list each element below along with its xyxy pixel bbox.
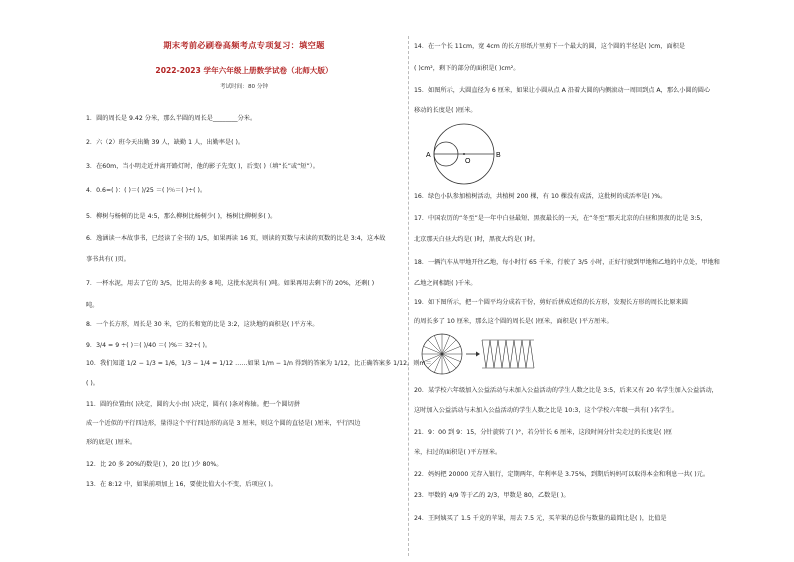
question-7-line-2	[86, 301, 402, 310]
question-text: 8．一个长方形，周长是 30 米，它的长和宽的比是 3:2，这块地的面积是( )平方米。	[86, 321, 319, 328]
question-11	[86, 400, 402, 409]
question-text: 3．在60m，当小明走近并离开路灯时，他的影子先变( )，后变( )（填“长”或“短”）。	[86, 163, 319, 170]
label-a: A	[426, 152, 431, 159]
question-8	[86, 320, 402, 329]
question-14-line-2	[414, 64, 734, 73]
question-20	[414, 386, 734, 395]
question-16	[414, 192, 734, 201]
question-19-line-2	[414, 317, 734, 326]
question-text: 12．比 20 多 20%的数是( )，20 比( )少 80%。	[86, 461, 223, 468]
question-10-line-2	[86, 379, 402, 388]
question-24	[414, 514, 734, 523]
question-text: 14．在一个长 11cm，宽 4cm 的长方形纸片里剪下一个最大的圆，这个圆的半径是( )cm，面积是	[414, 43, 686, 50]
question-1	[86, 114, 402, 123]
column-divider	[408, 36, 409, 556]
question-18-line-2	[414, 279, 734, 288]
question-10	[86, 359, 432, 368]
question-9	[86, 341, 402, 350]
question-6	[86, 234, 402, 243]
question-text: 22．妈妈把 20000 元存入银行，定期两年，年利率是 3.75%，到期后妈妈可以取得本金和利息一共( )元。	[414, 471, 710, 478]
question-text: 6．逸涵读一本故事书，已经读了全书的 1/5，如果再读 16 页，则读的页数与未读的页数的比是 3:4，这本故	[86, 235, 386, 242]
question-text: 成一个近似的平行四边形，量得这个平行四边形的高是 3 厘米，则这个圆的直径是( )厘米，平行四边	[86, 420, 361, 427]
question-23	[414, 491, 734, 500]
center-point	[463, 153, 465, 155]
zigzag-rectangle	[482, 340, 534, 368]
question-11-line-3	[86, 438, 402, 447]
page-subtitle: 2022-2023 学年六年级上册数学试卷（北师大版）	[155, 66, 333, 75]
question-text: 20．某学校六年级加入公益活动与未加入公益活动的学生人数之比是 3:5，后来又有 20 名学生加入公益活动，	[414, 387, 718, 394]
exam-time: 考试时间：80 分钟	[219, 84, 269, 90]
question-text: 移动的长度是( )厘米。	[414, 107, 477, 114]
question-text: 5．柳树与杨树的比是 4:5，那么柳树比杨树少( )，杨树比柳树多( )。	[86, 213, 277, 220]
question-text: 21．9：00 到 9：15，分针旋转了( )°，若分针长 6 厘米，这段时间分针尖走过的长度是( )厘	[414, 429, 672, 436]
page-title: 期末考前必刷卷高频考点专项复习：填空题	[163, 40, 325, 50]
question-20-line-2	[414, 406, 734, 415]
question-text: 13．在 8:12 中，如果前项加上 16，要使比值大小不变，后项应( )。	[86, 481, 277, 488]
question-text: 18．一辆汽车从甲地开往乙地，每小时行 65 千米，行驶了 3/5 小时，正好行驶到甲地和乙地的中点处，甲地和	[414, 259, 720, 266]
question-text: 9．3/4 = 9 ÷( )＝( )/40 ＝( )%＝ 32÷( )。	[86, 342, 212, 349]
question-6-line-2	[86, 255, 402, 264]
question-text: 的周长多了 10 厘米，那么这个圆的周长是( )厘米，面积是( )平方厘米。	[414, 318, 613, 325]
question-text: 北京那天白昼大约是( )时，黑夜大约是( )时。	[414, 236, 539, 243]
question-17-line-2	[414, 235, 734, 244]
question-15-line-2	[414, 106, 734, 115]
question-text: ( )cm²，剩下的部分的面积是( )cm²。	[414, 65, 520, 72]
question-text: 米，扫过的面积是( )平方厘米。	[414, 449, 502, 456]
question-text: 10．我们知道 1/2 − 1/3 = 1/6，1/3 − 1/4 = 1/12 ……如果 1/m − 1/n 得到的答案为 1/12，比正确答案多 1/12，则m＝	[86, 360, 432, 367]
question-text: 事书共有( )页。	[86, 256, 130, 263]
question-text: ( )。	[86, 380, 99, 387]
question-14	[414, 42, 734, 51]
question-7	[86, 279, 402, 288]
question-text: 4．0.6=( )：( )＝( )/25 ＝( )％＝( )÷( )。	[86, 187, 207, 194]
question-21-line-2	[414, 448, 734, 457]
question-text: 这时加入公益活动与未加入公益活动的学生人数之比是 10:3，这个学校六年级一共有( )名学生。	[414, 407, 678, 414]
question-text: 7．一杯水泥，用去了它的 3/5，比用去的多 8 吨，这批水泥共有( )吨。如果再用去剩下的 20%，还剩( )	[86, 280, 375, 287]
question-12	[86, 460, 402, 469]
question-text: 乙地之间相距( )千米。	[414, 280, 477, 287]
rolling-circle-figure	[416, 120, 526, 190]
segmented-circle	[422, 334, 462, 374]
question-17	[414, 214, 734, 223]
arrow-icon	[466, 352, 480, 357]
label-b: B	[496, 152, 501, 159]
question-19	[414, 298, 734, 307]
question-21	[414, 428, 734, 437]
question-text: 1．圆的周长是 9.42 分米，那么半圆的周长是________分米。	[86, 115, 257, 122]
question-4	[86, 186, 402, 195]
question-18	[414, 258, 734, 267]
question-text: 形的底是( )厘米。	[86, 439, 137, 446]
question-13	[86, 480, 402, 489]
question-15	[414, 86, 734, 95]
circle-to-rectangle-figure	[420, 330, 540, 378]
question-3	[86, 162, 402, 171]
question-11-line-2	[86, 419, 402, 428]
question-22	[414, 470, 734, 479]
question-text: 11．圆的位置由( )决定，圆的大小由( )决定，圆有( )条对称轴。把一个圆切拼	[86, 401, 300, 408]
question-text: 15．如图所示，大圆直径为 6 厘米，如果让小圆从点 A 沿着大圆的内侧滚动一周回到点 A，那么小圆的圆心	[414, 87, 711, 94]
question-text: 23．甲数的 4/9 等于乙的 2/3，甲数是 80，乙数是( )。	[414, 492, 570, 499]
question-text: 24．王阿姨买了 1.5 千克的苹果，用去 7.5 元，买苹果的总价与数量的最简比是( )，比值是	[414, 515, 667, 522]
question-text: 16．绿色小队参加植树活动，共植树 200 棵，有 10 棵没有成活，这批树的成活率是( )%。	[414, 193, 667, 200]
label-o: O	[465, 158, 471, 165]
question-text: 2．六（2）班今天出勤 39 人，缺勤 1 人，出勤率是( )。	[86, 139, 245, 146]
question-text: 吨。	[86, 302, 99, 309]
question-text: 17．中国农历的“冬至”是一年中白昼最短、黑夜最长的一天，在“冬至”那天北京的白昼和黑夜的比是 3:5，	[414, 215, 707, 222]
question-text: 19．如下图所示，把一个圆平均分成若干份，剪好后拼成近似的长方形，发现长方形的周长比原来圆	[414, 299, 688, 306]
question-5	[86, 212, 402, 221]
question-2	[86, 138, 402, 147]
